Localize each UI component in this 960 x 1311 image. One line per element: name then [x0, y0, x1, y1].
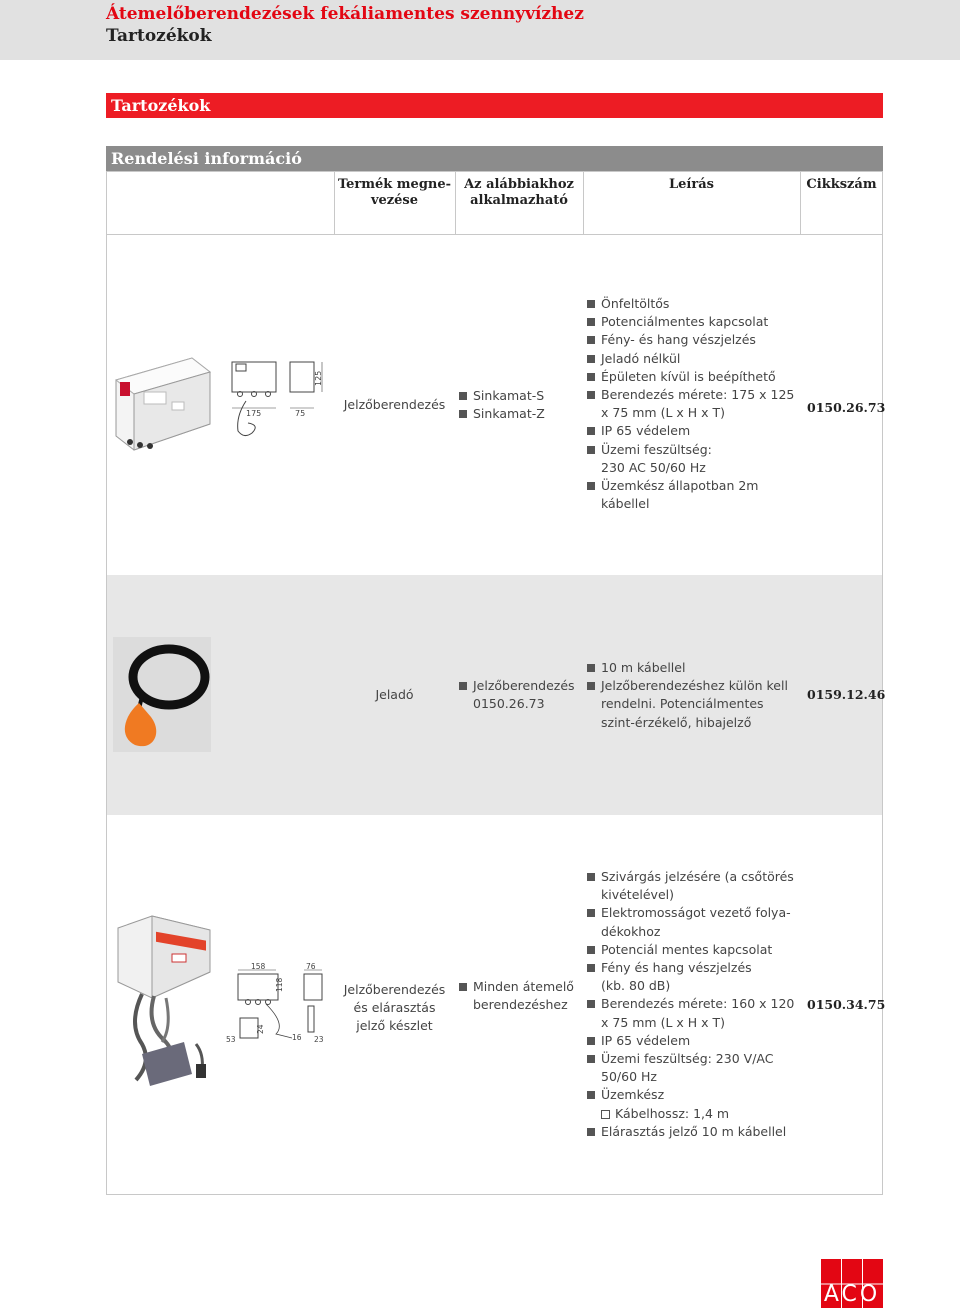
dimension-label: 175	[246, 409, 262, 418]
column-header-name: Termék megne- vezése	[337, 177, 452, 208]
description-list	[587, 295, 795, 513]
page-title: Átemelőberendezések fekáliamentes szennyvízhez	[106, 4, 584, 24]
applicable-list	[459, 387, 579, 423]
section-title: Tartozékok	[106, 93, 883, 118]
dimension-label: 16	[292, 1033, 302, 1042]
page-header	[0, 0, 960, 60]
article-number: 0150.34.75	[807, 997, 886, 1012]
applicable-list	[459, 677, 579, 713]
applicable-list	[459, 978, 579, 1014]
dimension-label: 125	[314, 370, 323, 386]
dimension-label: 158	[251, 962, 266, 971]
product-name: Jeladó	[375, 687, 414, 702]
list-item: Üzemkész	[587, 1086, 795, 1104]
article-number: 0150.26.73	[807, 400, 886, 415]
dimension-label: 53	[226, 1035, 236, 1044]
article-number: 0159.12.46	[807, 687, 886, 702]
list-item: Kábelhossz: 1,4 m	[587, 1105, 795, 1123]
list-item: Fény- és hang vészjelzés	[587, 331, 795, 349]
list-item: IP 65 védelem	[587, 1032, 795, 1050]
list-item: Sinkamat-Z	[459, 405, 579, 423]
list-item: Berendezés mérete: 160 x 120 x 75 mm (L x H x T)	[587, 995, 795, 1031]
aco-logo	[821, 1259, 883, 1308]
list-item: Jelzőberendezéshez külön kell rendelni. Potenciálmentes szint-érzékelő, hibajelző	[587, 677, 795, 732]
table-title: Rendelési információ	[106, 146, 883, 171]
description-list	[587, 868, 795, 1141]
list-item: Elárasztás jelző 10 m kábellel	[587, 1123, 795, 1141]
dimension-label: 76	[306, 962, 316, 971]
list-item: Jelzőberendezés 0150.26.73	[459, 677, 569, 713]
list-item: Minden átemelő berendezéshez	[459, 978, 575, 1014]
dimension-drawing	[226, 356, 332, 451]
list-item: 10 m kábellel	[587, 659, 795, 677]
list-item: Üzemi feszültség: 230 V/AC 50/60 Hz	[587, 1050, 795, 1086]
column-header-description: Leírás	[669, 177, 714, 192]
list-item: IP 65 védelem	[587, 422, 795, 440]
logo-text: ACO	[823, 1282, 881, 1307]
dimension-drawing	[226, 960, 332, 1048]
list-item: Üzemkész állapotban 2m kábellel	[587, 477, 761, 513]
list-item: Fény és hang vészjelzés (kb. 80 dB)	[587, 959, 756, 995]
dimension-label: 118	[275, 977, 284, 992]
list-item: Potenciálmentes kapcsolat	[587, 313, 795, 331]
column-header-applicable: Az alábbiakhoz alkalmazható	[464, 177, 574, 208]
alarm-kit-image	[112, 914, 222, 1090]
alarm-box-image	[112, 352, 217, 452]
product-name: Jelzőberendezés és elárasztás jelző készlet	[343, 982, 446, 1034]
list-item: Jeladó nélkül	[587, 350, 795, 368]
list-item: Elektromosságot vezető folya-dékokhoz	[587, 904, 795, 940]
list-item: Üzemi feszültség: 230 AC 50/60 Hz	[587, 441, 721, 477]
column-header-code: Cikkszám	[806, 177, 877, 192]
product-name: Jelzőberendezés	[343, 396, 446, 412]
description-list	[587, 659, 795, 732]
list-item: Szivárgás jelzésére (a csőtörés kivételével)	[587, 868, 795, 904]
float-switch-image	[113, 637, 211, 752]
list-item: Sinkamat-S	[459, 387, 579, 405]
list-item: Potenciál mentes kapcsolat	[587, 941, 795, 959]
list-item: Berendezés mérete: 175 x 125 x 75 mm (L x H x T)	[587, 386, 795, 422]
page-subtitle: Tartozékok	[106, 26, 212, 46]
list-item: Épületen kívül is beépíthető	[587, 368, 795, 386]
dimension-label: 23	[314, 1035, 324, 1044]
dimension-label: 75	[295, 409, 306, 418]
list-item: Önfeltöltős	[587, 295, 795, 313]
dimension-label: 24	[256, 1024, 265, 1034]
